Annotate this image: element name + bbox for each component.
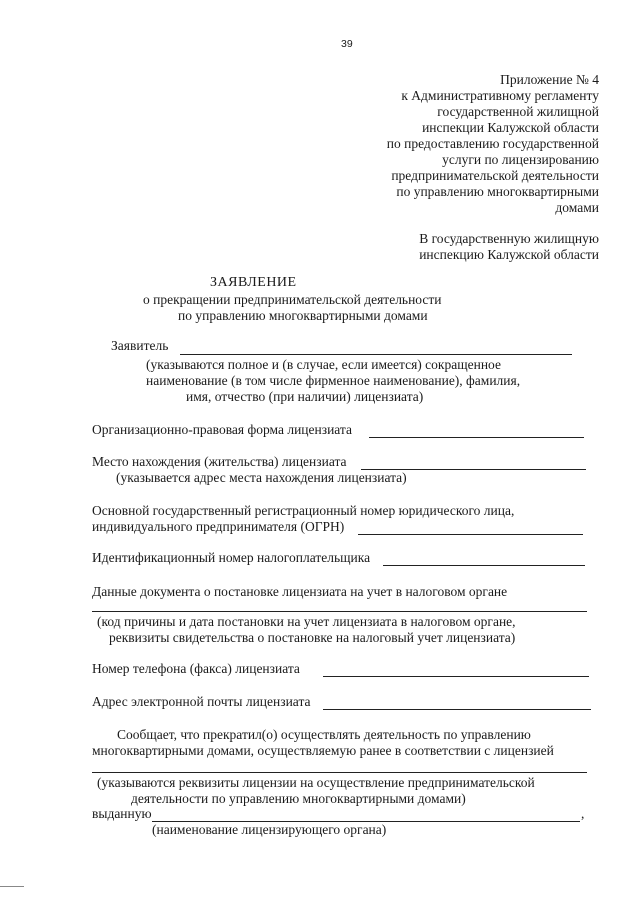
legal-form-input-line[interactable] xyxy=(369,437,584,438)
location-hint: (указывается адрес места нахождения лицензиата) xyxy=(116,470,407,485)
license-hint: деятельности по управлению многоквартирными домами) xyxy=(131,791,466,806)
applicant-input-line[interactable] xyxy=(180,354,572,355)
issued-comma: , xyxy=(581,806,585,821)
ogrn-label: индивидуального предпринимателя (ОГРН) xyxy=(92,519,345,534)
page-number: 39 xyxy=(341,38,353,50)
inn-label: Идентификационный номер налогоплательщика xyxy=(92,550,371,565)
appendix-line: Приложение № 4 xyxy=(500,72,599,87)
phone-label: Номер телефона (факса) лицензиата xyxy=(92,661,300,676)
ogrn-label: Основной государственный регистрационный номер юридического лица, xyxy=(92,503,515,518)
issued-label: выданную xyxy=(92,806,152,821)
issuer-hint: (наименование лицензирующего органа) xyxy=(152,822,387,837)
statement-text: Сообщает, что прекратил(о) осуществлять деятельность по управлению xyxy=(117,727,531,742)
legal-form-label: Организационно-правовая форма лицензиата xyxy=(92,422,352,437)
addressee-line: В государственную жилищную xyxy=(419,231,599,246)
license-hint: (указываются реквизиты лицензии на осуществление предпринимательской xyxy=(97,775,535,790)
appendix-line: по управлению многоквартирными xyxy=(396,184,599,199)
scan-artifact xyxy=(0,886,24,887)
document-subtitle: о прекращении предпринимательской деятельности xyxy=(143,292,442,307)
document-title: ЗАЯВЛЕНИЕ xyxy=(210,275,297,290)
appendix-line: по предоставлению государственной xyxy=(386,136,599,151)
tax-doc-label: Данные документа о постановке лицензиата на учет в налоговом органе xyxy=(92,584,508,599)
license-input-line[interactable] xyxy=(92,772,587,773)
tax-hint: (код причины и дата постановки на учет лицензиата в налоговом органе, xyxy=(97,614,516,629)
appendix-line: к Административному регламенту xyxy=(401,88,599,103)
location-label: Место нахождения (жительства) лицензиата xyxy=(92,454,347,469)
appendix-line: инспекции Калужской области xyxy=(422,120,599,135)
email-input-line[interactable] xyxy=(323,709,591,710)
tax-doc-input-line[interactable] xyxy=(92,611,587,612)
appendix-line: предпринимательской деятельности xyxy=(391,168,599,183)
ogrn-input-line[interactable] xyxy=(358,534,583,535)
appendix-line: услуги по лицензированию xyxy=(442,152,599,167)
applicant-label: Заявитель xyxy=(111,338,169,353)
applicant-hint: наименование (в том числе фирменное наименование), фамилия, xyxy=(146,373,521,388)
addressee-line: инспекцию Калужской области xyxy=(419,247,599,262)
inn-input-line[interactable] xyxy=(383,565,585,566)
appendix-line: государственной жилищной xyxy=(437,104,599,119)
phone-input-line[interactable] xyxy=(323,676,589,677)
applicant-hint: (указываются полное и (в случае, если имеется) сокращенное xyxy=(146,357,501,372)
statement-text: многоквартирными домами, осуществляемую ранее в соответствии с лицензией xyxy=(92,743,554,758)
email-label: Адрес электронной почты лицензиата xyxy=(92,694,311,709)
appendix-line: домами xyxy=(555,200,599,215)
applicant-hint: имя, отчество (при наличии) лицензиата) xyxy=(186,389,424,404)
tax-hint: реквизиты свидетельства о постановке на налоговый учет лицензиата) xyxy=(109,630,516,645)
document-subtitle: по управлению многоквартирными домами xyxy=(178,308,428,323)
